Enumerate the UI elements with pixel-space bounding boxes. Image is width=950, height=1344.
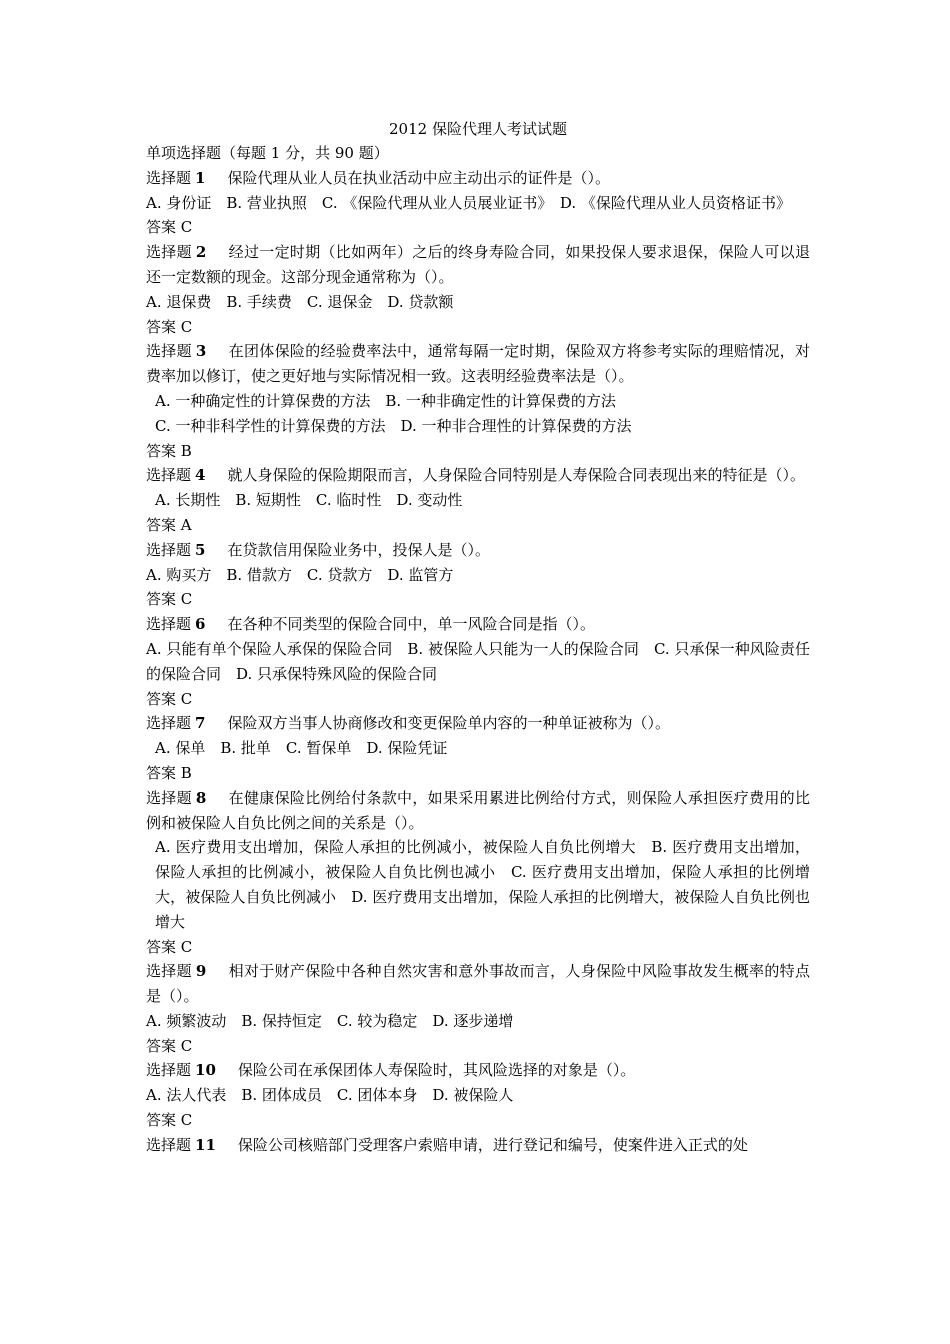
question-7-options: A. 保单 B. 批单 C. 暂保单 D. 保险凭证 (155, 739, 448, 758)
question-5-options: A. 购买方 B. 借款方 C. 贷款方 D. 监管方 (146, 565, 454, 584)
question-9-options: A. 频繁波动 B. 保持恒定 C. 较为稳定 D. 逐步递增 (146, 1011, 514, 1030)
section-heading: 单项选择题（每题 1 分，共 90 题） (146, 144, 389, 162)
question-number: 4 (195, 466, 206, 485)
question-2-answer: 答案 C (146, 317, 193, 336)
question-4 (146, 463, 810, 488)
question-text: 保险公司在承保团体人寿保险时，其风险选择的对象是（）。 (237, 1061, 636, 1080)
question-prefix: 选择题 (146, 168, 192, 187)
question-prefix: 选择题 (146, 466, 192, 485)
question-2-options: A. 退保费 B. 手续费 C. 退保金 D. 贷款额 (146, 292, 454, 311)
question-number: 10 (195, 1061, 216, 1080)
question-6-answer: 答案 C (146, 689, 193, 708)
question-6 (146, 612, 810, 637)
question-number: 3 (195, 342, 207, 361)
question-5-answer: 答案 C (146, 590, 193, 609)
question-number: 8 (195, 788, 207, 807)
question-1-answer: 答案 C (146, 218, 193, 237)
question-1 (146, 166, 810, 191)
question-prefix: 选择题 (146, 540, 192, 559)
question-prefix: 选择题 (146, 243, 192, 262)
question-text: 在各种不同类型的保险合同中，单一风险合同是指（）。 (227, 615, 595, 634)
question-7 (146, 711, 810, 736)
question-8-options: A. 医疗费用支出增加，保险人承担的比例减小，被保险人自负比例增大 B. 医疗费用支出增加，保险人承担的比例减小，被保险人自负比例也减小 C. 医疗费用支出增加，保险人承担的比例增大，被保险人自负比例减小 D. 医疗费用支出增加，保险人承担的比例增大，被保险人自负比例也增大 (155, 838, 810, 931)
question-number: 1 (195, 168, 206, 187)
question-3-answer: 答案 B (146, 441, 192, 460)
question-10-answer: 答案 C (146, 1111, 193, 1130)
document-title: 2012 保险代理人考试试题 (389, 120, 567, 138)
question-text: 经过一定时期（比如两年）之后的终身寿险合同，如果投保人要求退保，保险人可以退还一定数额的现金。这部分现金通常称为（）。 (146, 243, 810, 286)
question-number: 7 (195, 714, 206, 733)
question-1-options: A. 身份证 B. 营业执照 C. 《保险代理从业人员展业证书》 D. 《保险代理从业人员资格证书》 (146, 193, 791, 212)
question-7-answer: 答案 B (146, 763, 192, 782)
question-number: 9 (195, 962, 207, 981)
question-text: 保险公司核赔部门受理客户索赔申请，进行登记和编号，使案件进入正式的处 (237, 1135, 748, 1154)
question-3-options-line1: A. 一种确定性的计算保费的方法 B. 一种非确定性的计算保费的方法 (155, 391, 616, 410)
question-text: 保险代理从业人员在执业活动中应主动出示的证件是（）。 (227, 168, 610, 187)
question-3-options-line2: C. 一种非科学性的计算保费的方法 D. 一种非合理性的计算保费的方法 (155, 416, 632, 435)
question-text: 在团体保险的经验费率法中，通常每隔一定时期，保险双方将参考实际的理赔情况，对费率加以修订，使之更好地与实际情况相一致。这表明经验费率法是（）。 (146, 342, 810, 386)
question-prefix: 选择题 (146, 962, 192, 981)
question-10-options: A. 法人代表 B. 团体成员 C. 团体本身 D. 被保险人 (146, 1086, 514, 1105)
question-prefix: 选择题 (146, 615, 192, 634)
question-4-options: A. 长期性 B. 短期性 C. 临时性 D. 变动性 (155, 491, 463, 510)
question-text: 在健康保险比例给付条款中，如果采用累进比例给付方式，则保险人承担医疗费用的比例和被保险人自负比例之间的关系是（）。 (146, 788, 810, 832)
question-8-answer: 答案 C (146, 937, 193, 956)
question-2 (146, 240, 810, 290)
question-prefix: 选择题 (146, 788, 192, 807)
document-body (146, 117, 810, 1158)
question-text: 就人身保险的保险期限而言，人身保险合同特别是人寿保险合同表现出来的特征是（）。 (227, 466, 805, 485)
question-number: 2 (195, 243, 207, 262)
question-text: 保险双方当事人协商修改和变更保险单内容的一种单证被称为（）。 (227, 714, 670, 733)
question-prefix: 选择题 (146, 342, 192, 361)
question-4-answer: 答案 A (146, 515, 192, 534)
question-10 (146, 1058, 810, 1083)
question-6-options: A. 只能有单个保险人承保的保险合同 B. 被保险人只能为一人的保险合同 C. 只承保一种风险责任的保险合同 D. 只承保特殊风险的保险合同 (146, 639, 810, 683)
question-number: 5 (195, 540, 206, 559)
question-prefix: 选择题 (146, 1061, 192, 1080)
question-number: 11 (195, 1135, 216, 1154)
question-9-answer: 答案 C (146, 1036, 193, 1055)
question-text: 在贷款信用保险业务中，投保人是（）。 (227, 540, 490, 559)
question-prefix: 选择题 (146, 1135, 192, 1154)
question-5 (146, 538, 810, 563)
question-number: 6 (195, 615, 206, 634)
question-3 (146, 339, 810, 389)
question-8 (146, 786, 810, 836)
question-prefix: 选择题 (146, 714, 192, 733)
question-11 (146, 1133, 810, 1158)
question-text: 相对于财产保险中各种自然灾害和意外事故而言，人身保险中风险事故发生概率的特点是（）。 (146, 962, 810, 1006)
question-9 (146, 959, 810, 1009)
